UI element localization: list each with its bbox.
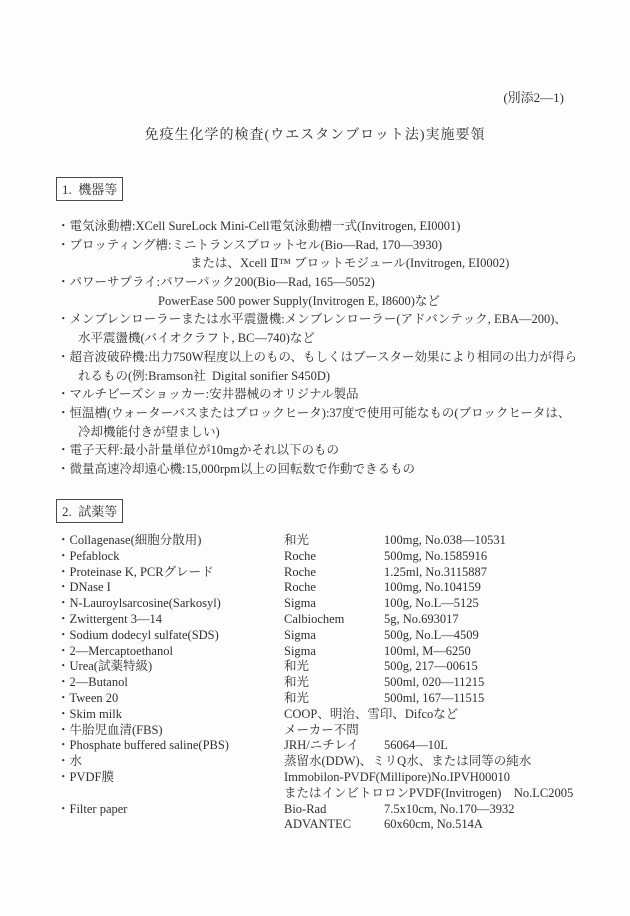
reagent-name: ・牛胎児血清(FBS)	[57, 722, 163, 737]
equipment-line-text: ・メンブレンローラーまたは水平震盪機:メンブレンローラー(アドバンテック, EBA—200)、	[57, 312, 567, 327]
reagent-row	[57, 580, 605, 596]
reagent-name: ・Phosphate buffered saline(PBS)	[57, 738, 229, 753]
reagent-maker: またはインビトロロンPVDF(Invitrogen) No.LC2005	[284, 785, 574, 800]
equipment-line-text: 冷却機能付きが望ましい)	[78, 424, 220, 439]
reagent-spec: 500g, 217—00615	[384, 659, 478, 674]
reagent-row	[57, 596, 605, 612]
reagent-row	[57, 786, 605, 802]
equipment-line	[57, 217, 602, 236]
reagent-name: ・水	[57, 754, 83, 769]
equipment-line-text: れるもの(例:Bramson社 Digital sonifier S450D)	[78, 368, 331, 383]
attachment-ref: (別添2—1)	[503, 90, 564, 105]
equipment-line-text: ・マルチビーズショッカー:安井器械のオリジナル製品	[57, 387, 359, 402]
equipment-line-text: ・超音波破砕機:出力750W程度以上のもの、もしくはブースター効果により相同の出力が得ら	[57, 349, 578, 364]
reagent-maker: Roche	[284, 548, 316, 563]
equipment-line-text: ・微量高速冷却遠心機:15,000rpm以上の回転数で作動できるもの	[57, 461, 415, 476]
equipment-line-text: ・電子天秤:最小計量単位が10mgかそれ以下のもの	[57, 443, 339, 458]
section-heading-equipment: 1. 機器等	[56, 177, 123, 201]
reagent-spec: 500mg, No.1585916	[384, 548, 488, 563]
reagent-name: ・DNase I	[57, 580, 111, 595]
reagent-spec: 56064—10L	[384, 738, 448, 753]
reagent-name: ・Pefablock	[57, 548, 120, 563]
equipment-line	[57, 310, 602, 329]
reagent-row	[57, 707, 605, 723]
reagent-maker: COOP、明治、雪印、Difcoなど	[284, 706, 459, 721]
equipment-line	[57, 441, 602, 460]
reagent-row	[57, 533, 605, 549]
equipment-line-text: 水平震盪機(バイオクラフト, BC—740)など	[78, 331, 315, 346]
reagent-spec: 60x60cm, No.514A	[384, 817, 483, 832]
reagent-name: ・Zwittergent 3—14	[57, 611, 162, 626]
reagent-maker: 和光	[284, 533, 310, 547]
reagent-name: ・Collagenase(細胞分散用)	[57, 533, 202, 547]
equipment-list	[57, 217, 602, 479]
reagent-row	[57, 754, 605, 770]
equipment-line-text: ・パワーサプライ:パワーパック200(Bio—Rad, 165—5052)	[57, 275, 375, 290]
reagent-maker: Roche	[284, 580, 316, 595]
reagent-row	[57, 659, 605, 675]
reagent-row	[57, 675, 605, 691]
reagent-spec: 500g, No.L—4509	[384, 627, 479, 642]
equipment-line-text: ・電気泳動槽:XCell SureLock Mini-Cell電気泳動槽一式(Invitrogen, EI0001)	[57, 219, 461, 233]
equipment-line	[57, 329, 602, 348]
reagent-name: ・Skim milk	[57, 706, 122, 721]
reagent-maker: Bio-Rad	[284, 801, 327, 816]
reagent-spec: 100ml, M—6250	[384, 643, 471, 658]
reagent-maker: Sigma	[284, 627, 316, 642]
equipment-line	[57, 236, 602, 255]
reagent-row	[57, 549, 605, 565]
reagent-list	[57, 533, 605, 833]
reagent-spec: 100g, No.L—5125	[384, 596, 479, 611]
reagent-maker: 蒸留水(DDW)、ミリQ水、または同等の純水	[284, 754, 532, 769]
equipment-line	[57, 348, 602, 367]
reagent-maker: Sigma	[284, 643, 316, 658]
equipment-line-text: ・恒温槽(ウォーターバスまたはブロックヒータ):37度で使用可能なもの(ブロックヒータは、	[57, 405, 571, 420]
equipment-line	[57, 423, 602, 442]
reagent-row	[57, 817, 605, 833]
equipment-line	[57, 273, 602, 292]
reagent-maker: 和光	[284, 675, 310, 690]
reagent-row	[57, 565, 605, 581]
equipment-line-text: ・ブロッティング槽:ミニトランスブロットセル(Bio—Rad, 170—3930)	[57, 237, 442, 252]
reagent-name: ・Tween 20	[57, 690, 119, 705]
reagent-row	[57, 723, 605, 739]
reagent-row	[57, 612, 605, 628]
reagent-name: ・Urea(試薬特級)	[57, 659, 153, 674]
equipment-line	[57, 385, 602, 404]
reagent-row	[57, 628, 605, 644]
reagent-spec: 5g, No.693017	[384, 611, 459, 626]
reagent-name: ・Proteinase K, PCRグレード	[57, 564, 214, 579]
equipment-line	[57, 254, 602, 273]
reagent-maker: Calbiochem	[284, 611, 345, 626]
doc-title: 免疫生化学的検査(ウエスタンブロット法)実施要領	[144, 128, 486, 143]
equipment-line	[57, 367, 602, 386]
equipment-line-text: PowerEase 500 power Supply(Invitrogen E, I8600)など	[158, 293, 440, 308]
equipment-line	[57, 404, 602, 423]
reagent-maker: Immobilon-PVDF(Millipore)No.IPVH00010	[284, 769, 511, 784]
reagent-maker: Sigma	[284, 596, 316, 611]
reagent-maker: 和光	[284, 690, 310, 705]
equipment-line-text: または、Xcell Ⅱ™ ブロットモジュール(Invitrogen, EI0002)	[190, 256, 510, 271]
reagent-name: ・Sodium dodecyl sulfate(SDS)	[57, 627, 219, 642]
reagent-spec: 500ml, 167—11515	[384, 690, 485, 705]
reagent-spec: 100mg, No.104159	[384, 580, 481, 595]
reagent-row	[57, 802, 605, 818]
reagent-name: ・2—Mercaptoethanol	[57, 643, 173, 658]
reagent-row	[57, 738, 605, 754]
reagent-name: ・2—Butanol	[57, 675, 128, 690]
reagent-maker: 和光	[284, 659, 310, 674]
reagent-maker: メーカー不問	[284, 722, 359, 737]
section-heading-reagents: 2. 試薬等	[56, 499, 123, 523]
reagent-spec: 500ml, 020—11215	[384, 675, 485, 690]
equipment-line	[57, 292, 602, 311]
reagent-row	[57, 644, 605, 660]
reagent-name: ・Filter paper	[57, 801, 128, 816]
reagent-maker: Roche	[284, 564, 316, 579]
reagent-spec: 7.5x10cm, No.170—3932	[384, 801, 515, 816]
reagent-row	[57, 770, 605, 786]
reagent-name: ・PVDF膜	[57, 769, 114, 784]
reagent-spec: 1.25ml, No.3115887	[384, 564, 488, 579]
reagent-spec: 100mg, No.038—10531	[384, 533, 506, 547]
equipment-line	[57, 460, 602, 479]
reagent-maker: JRH/ニチレイ	[284, 738, 359, 753]
reagent-maker: ADVANTEC	[284, 817, 352, 832]
reagent-name: ・N-Lauroylsarcosine(Sarkosyl)	[57, 596, 221, 611]
reagent-row	[57, 691, 605, 707]
